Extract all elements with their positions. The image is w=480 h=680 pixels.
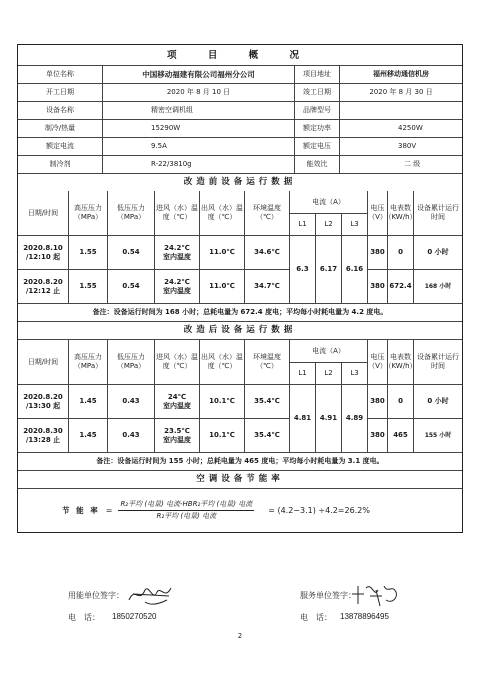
hdr-low-pressure: 低压压力（MPa） — [107, 191, 154, 235]
hdr-high-pressure: 高压压力（MPa） — [68, 191, 107, 235]
before-inlet-end: 24.2℃ 室内温度 — [154, 269, 199, 303]
savings-section-title: 空调设备节能率 — [196, 474, 284, 484]
after-volt-end: 380 — [367, 418, 387, 452]
after-volt-start: 380 — [367, 384, 387, 418]
hdr-current: 电流（A） — [289, 191, 367, 213]
addr-label: 项目地址 — [294, 66, 339, 83]
after-hdr-voltage: 电压（V） — [367, 340, 387, 384]
efficiency-value: 二 级 — [339, 156, 462, 173]
after-l1: 4.81 — [289, 384, 315, 452]
before-table — [18, 191, 462, 303]
cool-label: 制冷/热量 — [44, 124, 76, 132]
end-label: 竣工日期 — [294, 84, 339, 101]
end-value: 2020 年 8 月 30 日 — [339, 84, 462, 101]
before-env-start: 34.6℃ — [244, 235, 289, 269]
current-label: 额定电流 — [46, 142, 74, 150]
current-value: 9.5A — [102, 138, 294, 155]
before-note: 备注：设备运行时间为 168 小时；总耗电量为 672.4 度电；平均每小时耗电量为 4.2 度电。 — [92, 308, 388, 316]
before-l2: 6.17 — [315, 235, 341, 303]
before-l3: 6.16 — [341, 235, 367, 303]
after-l3: 4.89 — [341, 384, 367, 452]
before-l1: 6.3 — [289, 235, 315, 303]
after-hdr-l2: L2 — [315, 362, 341, 384]
hdr-meter: 电表数（KW/h） — [387, 191, 413, 235]
after-hdr-l3: L3 — [341, 362, 367, 384]
before-date-end: 2020.8.20 /12:12 止 — [18, 269, 68, 303]
user-phone-label: 电 话： — [68, 613, 100, 622]
before-section-title: 改造前设备运行数据 — [183, 177, 297, 187]
voltage-value: 380V — [339, 138, 462, 155]
service-phone: 13878896495 — [340, 612, 389, 621]
savings-formula: 节 能 率 = $\frac{\text{R₂平均 (电量) 电流-HBR₂平均 (电量) 电流}}{\text{R₂平均 (电量) 电流}}$ = (4.2−3.1) ÷4.2=26.2% — [62, 500, 370, 520]
after-section-title: 改造后设备运行数据 — [183, 325, 297, 335]
device-value: 精密空调机组 — [102, 102, 294, 119]
savings-numerator: R₂平均 (电量) 电流-HBR₂平均 (电量) 电流 — [118, 500, 254, 511]
user-phone: 18502705​20 — [112, 612, 157, 621]
before-outlet-start: 11.0℃ — [199, 235, 244, 269]
after-hdr-high-pressure: 高压压力（MPa） — [68, 340, 107, 384]
after-note: 备注：设备运行时间为 155 小时；总耗电量为 465 度电；平均每小时耗电量为 3.1 度电。 — [96, 457, 384, 465]
cool-value: 15290W — [102, 120, 294, 137]
after-outlet-start: 10.1℃ — [199, 384, 244, 418]
before-hp-start: 1.55 — [68, 235, 107, 269]
refrigerant-value: R-22/3810g — [102, 156, 294, 173]
power-label: 额定功率 — [294, 120, 339, 137]
refrigerant-label: 制冷剂 — [49, 160, 71, 168]
hdr-voltage: 电压（V） — [367, 191, 387, 235]
page-number: 2 — [237, 632, 243, 640]
service-signature — [348, 580, 402, 608]
hdr-datetime: 日期/时间 — [27, 208, 59, 217]
device-label: 设备名称 — [46, 106, 74, 114]
after-runtime-start: 0 小时 — [413, 384, 462, 418]
savings-fraction — [118, 500, 254, 521]
model-label: 品牌型号 — [294, 102, 339, 119]
after-hdr-outlet-temp: 出风（水）温度（℃） — [199, 340, 244, 384]
after-hdr-datetime: 日期/时间 — [27, 357, 59, 366]
hdr-l2: L2 — [315, 213, 341, 235]
hdr-env-temp: 环境温度（℃） — [244, 191, 289, 235]
hdr-l3: L3 — [341, 213, 367, 235]
before-volt-start: 380 — [367, 235, 387, 269]
after-l2: 4.91 — [315, 384, 341, 452]
voltage-label: 额定电压 — [294, 138, 339, 155]
user-signature — [125, 582, 177, 608]
start-value: 2020 年 8 月 10 日 — [102, 84, 294, 101]
before-outlet-end: 11.0℃ — [199, 269, 244, 303]
before-env-end: 34.7℃ — [244, 269, 289, 303]
after-hp-end: 1.45 — [68, 418, 107, 452]
efficiency-label: 能效比 — [294, 156, 339, 173]
after-hdr-env-temp: 环境温度（℃） — [244, 340, 289, 384]
project-overview-table — [17, 44, 463, 533]
after-lp-end: 0.43 — [107, 418, 154, 452]
after-runtime-end: 155 小时 — [413, 418, 462, 452]
after-hp-start: 1.45 — [68, 384, 107, 418]
after-inlet-end: 23.5℃ 室内温度 — [154, 418, 199, 452]
start-label: 开工日期 — [46, 88, 74, 96]
hdr-runtime: 设备累计运行时间 — [413, 191, 462, 235]
after-table — [18, 339, 462, 452]
hdr-outlet-temp: 出风（水）温度（℃） — [199, 191, 244, 235]
before-runtime-end: 168 小时 — [413, 269, 462, 303]
before-meter-start: 0 — [387, 235, 413, 269]
after-meter-end: 465 — [387, 418, 413, 452]
after-hdr-inlet-temp: 进风（水）温度（℃） — [154, 340, 199, 384]
model-value — [339, 102, 462, 119]
after-hdr-current: 电流（A） — [289, 340, 367, 362]
after-hdr-low-pressure: 低压压力（MPa） — [107, 340, 154, 384]
after-meter-start: 0 — [387, 384, 413, 418]
before-hp-end: 1.55 — [68, 269, 107, 303]
after-env-end: 35.4℃ — [244, 418, 289, 452]
after-hdr-runtime: 设备累计运行时间 — [413, 340, 462, 384]
unit-label: 单位名称 — [46, 70, 74, 78]
after-hdr-l1: L1 — [289, 362, 315, 384]
after-outlet-end: 10.1℃ — [199, 418, 244, 452]
before-inlet-start: 24.2℃ 室内温度 — [154, 235, 199, 269]
before-date-start: 2020.8.10 /12:10 起 — [18, 235, 68, 269]
savings-label: 节 能 率 — [62, 506, 100, 515]
user-sign-label: 用能单位签字： — [68, 591, 124, 600]
service-sign-label: 服务单位签字： — [300, 591, 356, 600]
after-hdr-meter: 电表数（KW/h） — [387, 340, 413, 384]
table-title: 项 目 概 况 — [167, 49, 313, 61]
addr-value: 福州移动通信机房 — [339, 66, 462, 83]
before-meter-end: 672.4 — [387, 269, 413, 303]
service-phone-label: 电 话： — [300, 613, 332, 622]
hdr-inlet-temp: 进风（水）温度（℃） — [154, 191, 199, 235]
before-volt-end: 380 — [367, 269, 387, 303]
unit-value: 中国移动福建有限公司福州分公司 — [102, 66, 294, 83]
hdr-l1: L1 — [289, 213, 315, 235]
after-inlet-start: 24℃ 室内温度 — [154, 384, 199, 418]
before-lp-start: 0.54 — [107, 235, 154, 269]
after-lp-start: 0.43 — [107, 384, 154, 418]
before-runtime-start: 0 小时 — [413, 235, 462, 269]
after-date-end: 2020.8.30 /13:28 止 — [18, 418, 68, 452]
power-value: 4250W — [339, 120, 462, 137]
before-lp-end: 0.54 — [107, 269, 154, 303]
after-date-start: 2020.8.20 /13:30 起 — [18, 384, 68, 418]
savings-denominator: R₂平均 (电量) 电流 — [156, 512, 217, 520]
savings-result: = (4.2−3.1) ÷4.2=26.2% — [268, 506, 370, 515]
after-env-start: 35.4℃ — [244, 384, 289, 418]
